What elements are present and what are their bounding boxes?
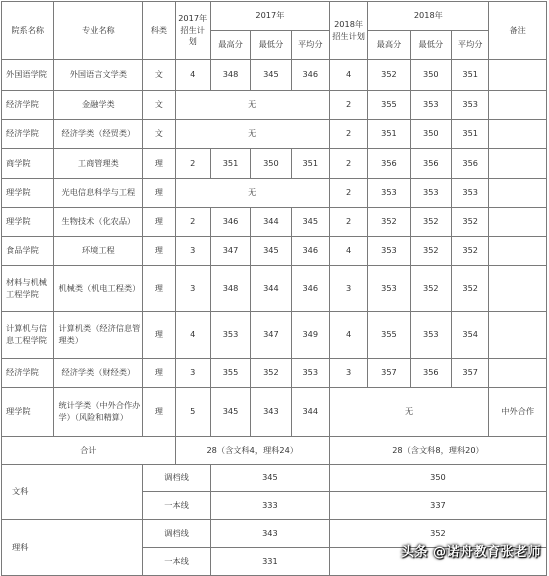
cell-min-2018: 356 [410,359,451,388]
totals-plan-2018: 28（含文科8，理科20） [329,437,546,465]
cell-note [489,208,547,237]
cell-max-2017: 346 [210,208,250,237]
cell-max-2017: 347 [210,237,250,266]
cell-min-2018: 352 [410,208,451,237]
cell-none-2017: 无 [175,179,329,208]
line-label: 调档线 [143,520,211,548]
cell-avg-2018: 351 [452,120,489,149]
cell-max-2018: 351 [368,120,410,149]
cell-subject: 理 [143,359,175,388]
cell-major: 金融学类 [54,91,143,120]
cell-avg-2018: 356 [452,149,489,179]
cell-min-2018: 353 [410,91,451,120]
table-row [2,179,547,208]
cell-min-2017: 345 [251,237,291,266]
header-subject: 科类 [143,2,175,60]
table-row [2,91,547,120]
cell-max-2018: 352 [368,208,410,237]
header-row-1 [2,2,547,31]
header-year-2017: 2017年 [210,2,329,31]
cell-subject: 理 [143,388,175,437]
header-max-2017: 最高分 [210,31,250,60]
cell-plan-2017: 3 [175,266,210,312]
cell-major: 经济学类（经贸类） [54,120,143,149]
cell-plan-2018: 4 [329,312,367,359]
admission-score-table [1,1,547,576]
cell-note [489,179,547,208]
cell-max-2018: 356 [368,149,410,179]
cell-college: 外国语学院 [2,60,54,91]
line-group-science: 理科 [2,520,143,576]
cell-max-2017: 345 [210,388,250,437]
cell-avg-2018: 357 [452,359,489,388]
cell-subject: 理 [143,237,175,266]
cell-college: 理学院 [2,388,54,437]
cell-max-2018: 353 [368,237,410,266]
cell-note [489,60,547,91]
cell-max-2017: 348 [210,266,250,312]
cell-avg-2017: 344 [291,388,329,437]
cell-note [489,91,547,120]
line-label: 一本线 [143,492,211,520]
header-note: 备注 [489,2,547,60]
cell-max-2018: 355 [368,312,410,359]
cell-max-2018: 353 [368,179,410,208]
cell-subject: 文 [143,120,175,149]
cell-none-2017: 无 [175,91,329,120]
cell-plan-2018: 3 [329,359,367,388]
cell-major: 计算机类（经济信息管理类） [54,312,143,359]
line-value-2018: 337 [329,492,546,520]
cell-college: 食品学院 [2,237,54,266]
cell-avg-2018: 351 [452,60,489,91]
cell-plan-2018: 2 [329,179,367,208]
cell-subject: 理 [143,179,175,208]
cell-plan-2018: 2 [329,149,367,179]
cell-min-2018: 356 [410,149,451,179]
cell-min-2017: 352 [251,359,291,388]
cell-note [489,266,547,312]
cell-avg-2018: 353 [452,179,489,208]
cell-plan-2018: 2 [329,208,367,237]
cell-major: 外国语言文学类 [54,60,143,91]
cell-plan-2017: 4 [175,60,210,91]
cell-plan-2017: 2 [175,208,210,237]
cell-max-2017: 348 [210,60,250,91]
cell-college: 商学院 [2,149,54,179]
cell-plan-2017: 4 [175,312,210,359]
cell-avg-2017: 346 [291,266,329,312]
cell-major: 生物技术（化农品） [54,208,143,237]
table-row [2,149,547,179]
cell-min-2017: 345 [251,60,291,91]
cell-college: 经济学院 [2,91,54,120]
cell-max-2018: 355 [368,91,410,120]
table-row [2,312,547,359]
cell-max-2017: 351 [210,149,250,179]
cell-avg-2017: 349 [291,312,329,359]
cell-plan-2017: 3 [175,359,210,388]
cell-avg-2017: 353 [291,359,329,388]
cell-min-2018: 353 [410,312,451,359]
line-value-2018: 352 [329,520,546,548]
cell-plan-2017: 3 [175,237,210,266]
totals-label: 合计 [2,437,176,465]
line-label: 调档线 [143,465,211,492]
header-avg-2018: 平均分 [452,31,489,60]
cell-major: 环境工程 [54,237,143,266]
cell-max-2018: 353 [368,266,410,312]
cell-avg-2018: 352 [452,237,489,266]
cell-avg-2018: 354 [452,312,489,359]
header-college: 院系名称 [2,2,54,60]
header-min-2018: 最低分 [410,31,451,60]
cell-plan-2018: 2 [329,91,367,120]
cell-college: 理学院 [2,208,54,237]
line-value-2018: 350 [329,465,546,492]
cell-major: 工商管理类 [54,149,143,179]
line-value-2017: 343 [210,520,329,548]
header-min-2017: 最低分 [251,31,291,60]
cell-none-2017: 无 [175,120,329,149]
cell-min-2017: 350 [251,149,291,179]
cell-college: 经济学院 [2,120,54,149]
cell-min-2017: 344 [251,266,291,312]
table-row [2,359,547,388]
table-row [2,208,547,237]
table-row [2,388,547,437]
line-row [2,465,547,492]
cell-subject: 理 [143,208,175,237]
table-row [2,237,547,266]
cell-plan-2018: 3 [329,266,367,312]
cell-plan-2018: 4 [329,237,367,266]
cell-plan-2017: 5 [175,388,210,437]
table-row [2,266,547,312]
cell-min-2017: 344 [251,208,291,237]
cell-max-2018: 357 [368,359,410,388]
cell-major: 经济学类（财经类） [54,359,143,388]
cell-max-2017: 353 [210,312,250,359]
table-body [2,2,547,576]
line-value-2017: 333 [210,492,329,520]
cell-min-2018: 352 [410,266,451,312]
cell-college: 计算机与信息工程学院 [2,312,54,359]
line-group-arts: 文科 [2,465,143,520]
cell-min-2017: 347 [251,312,291,359]
cell-min-2017: 343 [251,388,291,437]
cell-avg-2018: 352 [452,266,489,312]
cell-subject: 文 [143,60,175,91]
totals-plan-2017: 28（含文科4，理科24） [175,437,329,465]
header-major: 专业名称 [54,2,143,60]
table-row [2,60,547,91]
cell-college: 材料与机械工程学院 [2,266,54,312]
cell-max-2018: 352 [368,60,410,91]
cell-major: 机械类（机电工程类） [54,266,143,312]
cell-subject: 文 [143,91,175,120]
table-row [2,120,547,149]
cell-min-2018: 353 [410,179,451,208]
cell-avg-2018: 352 [452,208,489,237]
line-value-2017: 345 [210,465,329,492]
cell-note [489,149,547,179]
line-label: 一本线 [143,548,211,576]
watermark: 头条 @诺舟教育张老师 [400,545,541,560]
header-year-2018: 2018年 [368,2,489,31]
cell-avg-2017: 351 [291,149,329,179]
cell-min-2018: 350 [410,120,451,149]
cell-note [489,312,547,359]
cell-subject: 理 [143,312,175,359]
cell-avg-2017: 346 [291,237,329,266]
cell-plan-2018: 2 [329,120,367,149]
cell-note [489,359,547,388]
cell-avg-2017: 345 [291,208,329,237]
cell-plan-2017: 2 [175,149,210,179]
cell-avg-2018: 353 [452,91,489,120]
cell-college: 经济学院 [2,359,54,388]
cell-none-2018: 无 [329,388,488,437]
cell-min-2018: 350 [410,60,451,91]
cell-major: 光电信息科学与工程 [54,179,143,208]
totals-row [2,437,547,465]
header-max-2018: 最高分 [368,31,410,60]
cell-min-2018: 352 [410,237,451,266]
cell-note [489,120,547,149]
cell-note: 中外合作 [489,388,547,437]
line-value-2017: 331 [210,548,329,576]
cell-subject: 理 [143,149,175,179]
cell-college: 理学院 [2,179,54,208]
cell-max-2017: 355 [210,359,250,388]
header-avg-2017: 平均分 [291,31,329,60]
cell-subject: 理 [143,266,175,312]
cell-avg-2017: 346 [291,60,329,91]
cell-note [489,237,547,266]
cell-plan-2018: 4 [329,60,367,91]
header-plan-2017: 2017年招生计划 [175,2,210,60]
cell-major: 统计学类（中外合作办学）（风险和精算） [54,388,143,437]
header-plan-2018: 2018年招生计划 [329,2,367,60]
